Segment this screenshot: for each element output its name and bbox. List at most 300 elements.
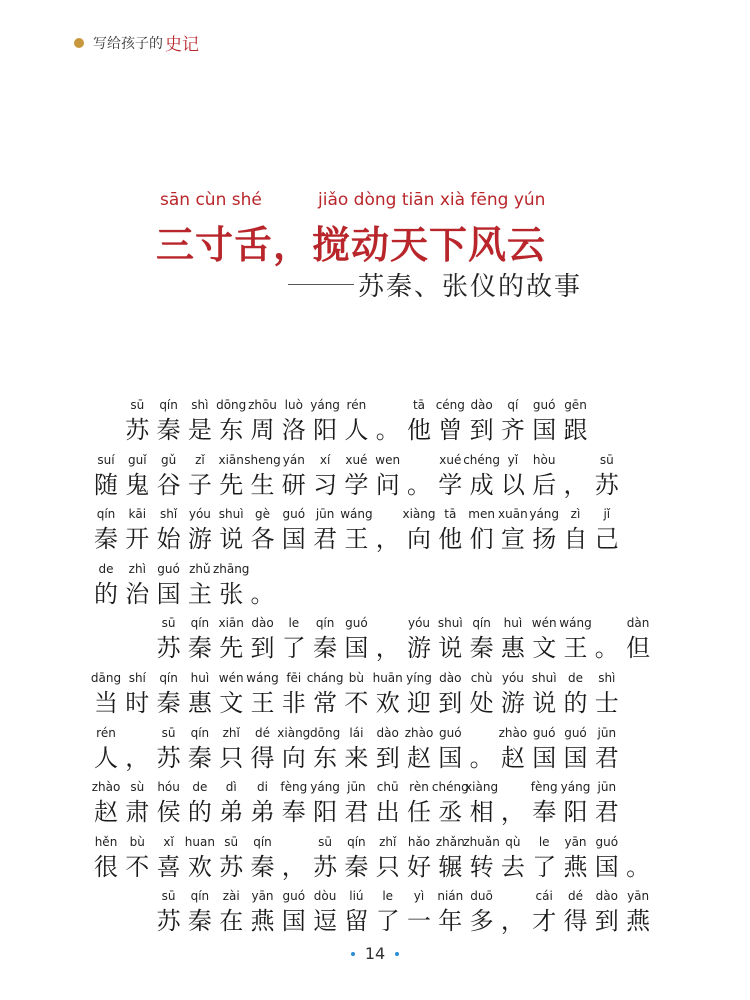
pinyin: yān xyxy=(627,889,650,904)
hanzi: 赵 xyxy=(407,743,431,772)
hanzi: 周 xyxy=(250,416,275,444)
pinyin: chū xyxy=(376,780,399,795)
pinyin: xuān xyxy=(498,507,528,522)
pinyin: wen xyxy=(375,452,401,467)
pinyin: dòu xyxy=(313,889,337,904)
pinyin: qín xyxy=(472,616,491,631)
pinyin: qù xyxy=(505,834,521,849)
hanzi: 向 xyxy=(407,525,431,554)
hanzi: 宣 xyxy=(500,525,525,554)
hanzi: 。 xyxy=(407,470,431,499)
pinyin: qín xyxy=(190,725,210,740)
hanzi: 文 xyxy=(532,634,557,663)
pinyin: tā xyxy=(412,398,426,412)
hanzi: 王 xyxy=(344,525,369,554)
pinyin: huān xyxy=(372,671,403,685)
pinyin: xí xyxy=(319,452,331,467)
hanzi: 只 xyxy=(219,743,244,772)
char-cell xyxy=(591,780,623,834)
pinyin: yǐ xyxy=(507,452,519,467)
hanzi: 秦 xyxy=(94,525,118,554)
pinyin: jūn xyxy=(597,725,617,740)
pinyin: guó xyxy=(439,725,462,740)
hanzi: 苏 xyxy=(313,852,338,881)
pinyin: zhǎn xyxy=(435,834,465,849)
hanzi: 丞 xyxy=(438,798,463,827)
hanzi: 君 xyxy=(594,798,619,827)
pinyin: de xyxy=(568,671,583,685)
hanzi: 当 xyxy=(94,689,118,717)
hanzi: 东 xyxy=(313,743,338,772)
pinyin: zhuǎn xyxy=(463,834,500,849)
pinyin: guó xyxy=(532,398,556,412)
pinyin: zhào xyxy=(404,725,434,740)
hanzi: 君 xyxy=(344,798,369,827)
hanzi: 处 xyxy=(469,689,494,717)
pinyin: men xyxy=(468,507,495,522)
text-line xyxy=(0,835,750,889)
char-cell xyxy=(622,616,654,670)
pinyin: dào xyxy=(376,725,399,740)
pinyin: sū xyxy=(161,889,176,904)
hanzi: 苏 xyxy=(219,852,244,881)
pinyin: sū xyxy=(224,834,239,849)
hanzi: 。 xyxy=(375,416,400,444)
text-line xyxy=(0,616,750,670)
hanzi: 在 xyxy=(219,907,244,936)
hanzi: 燕 xyxy=(626,907,651,936)
pinyin: fèng xyxy=(530,780,558,795)
pinyin: céng xyxy=(435,398,465,412)
hanzi: 以 xyxy=(500,470,525,499)
pinyin: dào xyxy=(470,398,493,412)
pinyin: dàn xyxy=(626,616,650,631)
pinyin: chéng xyxy=(431,780,469,795)
hanzi: 到 xyxy=(469,416,494,444)
pinyin: shuì xyxy=(437,616,463,631)
hanzi: 苏 xyxy=(156,634,181,663)
hanzi: ， xyxy=(500,798,525,827)
hanzi: 国 xyxy=(532,416,557,444)
hanzi: 国 xyxy=(281,907,306,936)
char-cell xyxy=(622,889,654,943)
hanzi: 但 xyxy=(626,634,651,663)
char-cell xyxy=(560,398,592,452)
hanzi: 了 xyxy=(375,907,400,936)
hanzi: 王 xyxy=(563,634,588,663)
pinyin: xiān xyxy=(218,616,244,631)
hanzi: 自 xyxy=(563,525,588,554)
series-title-highlight: 史记 xyxy=(165,35,199,55)
hanzi: 到 xyxy=(594,907,619,936)
pinyin: xiàng xyxy=(277,725,311,740)
pinyin: sū xyxy=(599,452,614,467)
hanzi: 到 xyxy=(250,634,275,663)
hanzi: 常 xyxy=(313,689,338,717)
pinyin: de xyxy=(98,561,114,576)
hanzi: 跟 xyxy=(563,416,588,444)
pinyin: guó xyxy=(564,725,587,740)
hanzi: 肃 xyxy=(125,798,150,827)
pinyin: wáng xyxy=(559,616,592,631)
hanzi: 。 xyxy=(594,634,619,663)
hanzi: ， xyxy=(281,852,306,881)
hanzi: 阳 xyxy=(563,798,588,827)
hanzi: 阳 xyxy=(313,798,338,827)
pinyin: lái xyxy=(349,725,364,740)
hanzi: 。 xyxy=(626,852,651,881)
pinyin: le xyxy=(288,616,300,631)
hanzi: 各 xyxy=(250,525,275,554)
pinyin: qín xyxy=(159,398,178,412)
hanzi: 说 xyxy=(219,525,244,554)
hanzi: 洛 xyxy=(281,416,306,444)
hanzi: 秦 xyxy=(250,852,275,881)
char-cell xyxy=(212,561,250,616)
char-cell xyxy=(591,453,623,507)
text-line xyxy=(0,453,750,507)
hanzi: 后 xyxy=(532,470,557,499)
hanzi: 学 xyxy=(438,470,463,499)
hanzi: 们 xyxy=(469,525,494,554)
hanzi: 他 xyxy=(407,416,431,444)
char-cell xyxy=(622,835,654,889)
hanzi: 生 xyxy=(250,470,275,499)
pinyin: yáng xyxy=(310,398,340,412)
hanzi: 国 xyxy=(532,743,557,772)
pinyin: hóu xyxy=(157,780,180,795)
hanzi: ， xyxy=(375,525,400,554)
hanzi: 秦 xyxy=(187,907,212,936)
pinyin: zhōu xyxy=(248,398,277,412)
pinyin: le xyxy=(538,834,550,849)
pinyin: cái xyxy=(535,889,553,904)
pinyin: dé xyxy=(255,725,270,740)
hanzi: 来 xyxy=(344,743,369,772)
pinyin: zhǔ xyxy=(189,561,211,576)
hanzi: 的 xyxy=(563,689,588,717)
pinyin: sū xyxy=(318,834,333,849)
char-cell xyxy=(466,780,498,834)
pinyin: yì xyxy=(413,889,425,904)
pinyin: xǐ xyxy=(163,834,174,849)
pinyin: qín xyxy=(190,889,210,904)
hanzi: 奉 xyxy=(532,798,557,827)
hanzi: 。 xyxy=(250,579,275,608)
hanzi: 先 xyxy=(219,634,244,663)
pinyin: chù xyxy=(470,671,493,685)
pinyin: sù xyxy=(130,780,145,795)
pinyin: guó xyxy=(345,616,368,631)
hanzi: 去 xyxy=(500,852,525,881)
pinyin: duō xyxy=(470,889,493,904)
pinyin: shuì xyxy=(531,671,557,685)
hanzi: 国 xyxy=(438,743,463,772)
hanzi: 国 xyxy=(594,852,619,881)
hanzi: 得 xyxy=(563,907,588,936)
pinyin: liú xyxy=(349,889,364,904)
hanzi: 张 xyxy=(219,579,244,608)
pinyin: jūn xyxy=(597,780,617,795)
pinyin: xiàng xyxy=(465,780,499,795)
pinyin: le xyxy=(382,889,394,904)
hanzi: 转 xyxy=(469,852,494,881)
hanzi: 国 xyxy=(156,579,181,608)
chapter-subtitle xyxy=(288,266,582,303)
pinyin: hěn xyxy=(94,834,118,849)
hanzi: 他 xyxy=(438,525,463,554)
pinyin: bù xyxy=(348,671,364,685)
hanzi: 很 xyxy=(94,852,118,881)
hanzi: 秦 xyxy=(187,743,212,772)
hanzi: 苏 xyxy=(156,743,181,772)
pinyin: dì xyxy=(225,780,237,795)
pinyin: guó xyxy=(595,834,619,849)
char-cell xyxy=(340,398,372,452)
pinyin: yóu xyxy=(188,507,211,522)
hanzi: ， xyxy=(125,743,150,772)
hanzi: 苏 xyxy=(125,416,150,444)
pinyin: dōng xyxy=(216,398,247,412)
hanzi: 成 xyxy=(469,470,494,499)
pinyin: jǐ xyxy=(603,507,611,522)
hanzi: 是 xyxy=(187,416,212,444)
hanzi: 逗 xyxy=(313,907,338,936)
hanzi: 惠 xyxy=(187,689,212,717)
hanzi: 文 xyxy=(219,689,244,717)
hanzi: 说 xyxy=(438,634,463,663)
pinyin: dào xyxy=(439,671,462,685)
hanzi: 谷 xyxy=(156,470,181,499)
pinyin: shuì xyxy=(218,507,244,522)
hanzi: 治 xyxy=(125,579,150,608)
pinyin: yáng xyxy=(560,780,591,795)
hanzi: 迎 xyxy=(407,689,431,717)
hanzi: 游 xyxy=(500,689,525,717)
pinyin: di xyxy=(257,780,268,795)
series-title: 写给孩子的 xyxy=(93,35,163,52)
pinyin: hòu xyxy=(532,452,556,467)
pinyin: guó xyxy=(282,889,306,904)
pinyin: zài xyxy=(222,889,240,904)
pinyin: qín xyxy=(190,616,210,631)
hanzi: 惠 xyxy=(500,634,525,663)
hanzi: 只 xyxy=(375,852,400,881)
hanzi: 的 xyxy=(94,579,118,608)
hanzi: 奉 xyxy=(281,798,306,827)
hanzi: 游 xyxy=(187,525,212,554)
hanzi: 欢 xyxy=(187,852,212,881)
pinyin: zhǐ xyxy=(379,834,397,849)
hanzi: 才 xyxy=(532,907,557,936)
pinyin: gēn xyxy=(564,398,587,412)
hanzi: 不 xyxy=(125,852,150,881)
pinyin: yān xyxy=(251,889,274,904)
hanzi: 到 xyxy=(438,689,463,717)
hanzi: 秦 xyxy=(187,634,212,663)
hanzi: 人 xyxy=(94,743,118,772)
pinyin: zhǐ xyxy=(222,725,240,740)
pinyin: xué xyxy=(439,452,462,467)
pinyin: qín xyxy=(347,834,366,849)
pinyin: guó xyxy=(282,507,306,522)
title-pinyin-right: jiǎo dòng tiān xià fēng yún xyxy=(318,190,546,210)
pinyin: dé xyxy=(568,889,583,904)
hanzi: 学 xyxy=(344,470,369,499)
char-cell xyxy=(591,671,623,725)
hanzi: 弟 xyxy=(219,798,244,827)
pinyin: tā xyxy=(444,507,457,522)
hanzi: 到 xyxy=(375,743,400,772)
pinyin: gè xyxy=(255,507,270,522)
char-cell xyxy=(560,616,592,670)
hanzi: ， xyxy=(563,470,588,499)
hanzi: 赵 xyxy=(94,798,118,827)
hanzi: 子 xyxy=(187,470,212,499)
hanzi: 燕 xyxy=(250,907,275,936)
hanzi: 多 xyxy=(469,907,494,936)
pinyin: xiàng xyxy=(402,507,436,522)
char-cell xyxy=(340,507,372,561)
header-dot-icon xyxy=(74,38,84,48)
pinyin: luò xyxy=(284,398,303,412)
pinyin: qín xyxy=(315,616,335,631)
hanzi: 的 xyxy=(187,798,212,827)
hanzi: 开 xyxy=(125,525,150,554)
char-cell xyxy=(434,726,466,780)
char-cell xyxy=(528,453,560,507)
hanzi: 好 xyxy=(407,852,431,881)
pinyin: qín xyxy=(253,834,272,849)
pinyin: dào xyxy=(595,889,618,904)
hanzi: 了 xyxy=(532,852,557,881)
hanzi: 先 xyxy=(219,470,244,499)
hanzi: 扬 xyxy=(532,525,557,554)
pinyin: sheng xyxy=(244,452,281,467)
pinyin: kāi xyxy=(128,507,147,522)
hanzi: 向 xyxy=(281,743,306,772)
pinyin: rèn xyxy=(409,780,429,795)
pinyin: qín xyxy=(159,671,178,685)
pinyin: bù xyxy=(129,834,145,849)
pinyin: sū xyxy=(161,725,176,740)
text-line xyxy=(0,507,750,561)
pinyin: guó xyxy=(157,561,180,576)
hanzi: 燕 xyxy=(563,852,588,881)
pinyin: jūn xyxy=(315,507,335,522)
hanzi: 弟 xyxy=(250,798,275,827)
chapter-title: 三寸舌，搅动天下风云 xyxy=(156,223,547,267)
running-header xyxy=(74,30,199,55)
hanzi: 问 xyxy=(375,470,400,499)
hanzi: 欢 xyxy=(375,689,400,717)
hanzi: 人 xyxy=(344,416,369,444)
hanzi: 。 xyxy=(469,743,494,772)
hanzi: 秦 xyxy=(156,689,181,717)
pinyin: yáng xyxy=(310,780,340,795)
hanzi: 士 xyxy=(594,689,619,717)
char-cell xyxy=(90,726,122,780)
hanzi: 秦 xyxy=(469,634,494,663)
title-pinyin-left: sān cùn shé xyxy=(160,190,262,210)
pinyin: dāng xyxy=(90,671,122,685)
hanzi: 不 xyxy=(344,689,369,717)
hanzi: 出 xyxy=(375,798,400,827)
hanzi: 相 xyxy=(469,798,494,827)
pinyin: yóu xyxy=(407,616,431,631)
char-cell xyxy=(591,507,623,561)
pinyin: suí xyxy=(97,452,115,467)
pinyin: xué xyxy=(345,452,368,467)
hanzi: 一 xyxy=(407,907,431,936)
pinyin: huì xyxy=(190,671,210,685)
hanzi: 阳 xyxy=(313,416,338,444)
pinyin: shǐ xyxy=(159,507,178,522)
hanzi: ， xyxy=(500,907,525,936)
footer-dot-icon xyxy=(395,952,399,956)
hanzi: 辗 xyxy=(438,852,463,881)
text-line xyxy=(0,780,750,834)
hanzi: 年 xyxy=(438,907,463,936)
hanzi: 国 xyxy=(281,525,306,554)
hanzi: 秦 xyxy=(344,852,369,881)
hanzi: 非 xyxy=(281,689,306,717)
pinyin: shì xyxy=(191,398,209,412)
hanzi: 随 xyxy=(94,470,118,499)
pinyin: chéng xyxy=(463,452,500,467)
hanzi: 习 xyxy=(313,470,338,499)
hanzi: 留 xyxy=(344,907,369,936)
hanzi: 君 xyxy=(313,525,338,554)
pinyin: sū xyxy=(161,616,176,631)
pinyin: zhì xyxy=(128,561,146,576)
pinyin: huì xyxy=(503,616,523,631)
hanzi: 秦 xyxy=(156,416,181,444)
hanzi: 主 xyxy=(187,579,212,608)
pinyin: zhāng xyxy=(212,561,250,576)
pinyin: wáng xyxy=(340,507,373,522)
hanzi: 游 xyxy=(407,634,431,663)
char-cell xyxy=(372,453,404,507)
pinyin: dào xyxy=(251,616,274,631)
char-cell xyxy=(340,616,372,670)
hanzi: 鬼 xyxy=(125,470,150,499)
pinyin: jūn xyxy=(347,780,366,795)
pinyin: yáng xyxy=(529,507,560,522)
pinyin: qí xyxy=(507,398,519,412)
hanzi: ， xyxy=(375,634,400,663)
hanzi: 曾 xyxy=(438,416,463,444)
pinyin: hǎo xyxy=(407,834,431,849)
hanzi: 喜 xyxy=(156,852,181,881)
pinyin: fēi xyxy=(286,671,302,685)
pinyin: yóu xyxy=(501,671,524,685)
pinyin: rén xyxy=(96,725,116,740)
pinyin: cháng xyxy=(306,671,344,685)
subtitle-dash xyxy=(288,284,354,285)
page-number: 14 xyxy=(364,944,386,963)
char-cell xyxy=(247,562,279,616)
pinyin: zhào xyxy=(498,725,528,740)
hanzi: 国 xyxy=(563,743,588,772)
pinyin: zì xyxy=(570,507,581,522)
pinyin: yān xyxy=(564,834,587,849)
pinyin: xiān xyxy=(218,452,244,467)
hanzi: 东 xyxy=(219,416,244,444)
char-cell xyxy=(247,835,279,889)
pinyin: de xyxy=(192,780,208,795)
pinyin: zhào xyxy=(91,780,121,795)
